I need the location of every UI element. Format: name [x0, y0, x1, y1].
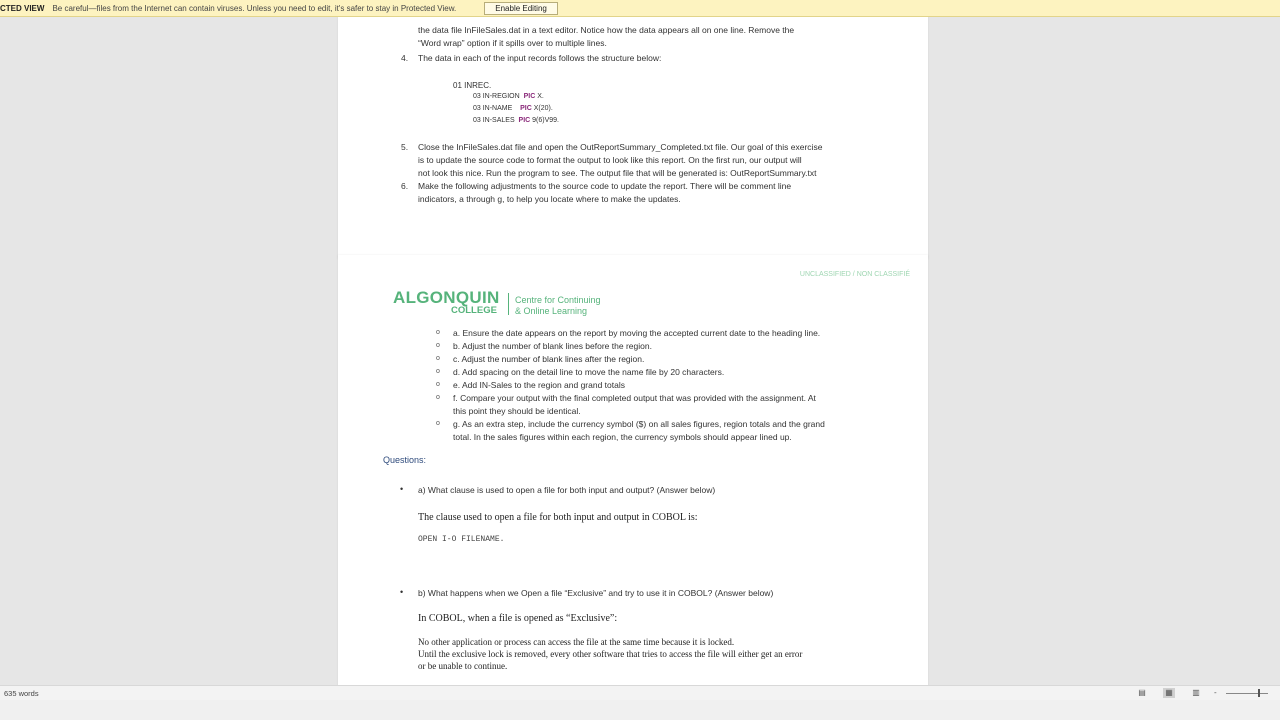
zoom-slider-thumb[interactable] [1258, 689, 1260, 697]
answer-a-code: OPEN I-O FILENAME. [418, 535, 505, 544]
answer-a: The clause used to open a file for both input and output in COBOL is: [418, 512, 698, 523]
word-count[interactable]: 635 words [4, 689, 39, 698]
code-pic-keyword: PIC [520, 105, 532, 112]
logo-subtitle-2: & Online Learning [515, 306, 588, 316]
item-4-number: 4. [401, 53, 409, 63]
list-bullet: o [436, 329, 440, 336]
question-a: a) What clause is used to open a file for both input and output? (Answer below) [418, 485, 716, 495]
item-5-line-1: Close the InFileSales.dat file and open the OutReportSummary_Completed.txt file. Our goal of this exercise [418, 142, 823, 152]
answer-b-line-3: Until the exclusive lock is removed, every other software that tries to access the file will either get an error [418, 649, 803, 659]
list-bullet: o [436, 355, 440, 362]
print-layout-icon[interactable]: ▦ [1163, 688, 1175, 698]
code-pic-value: 9(6)V99. [532, 117, 560, 124]
list-item: c. Adjust the number of blank lines after the region. [453, 354, 645, 364]
list-item: g. As an extra step, include the currency symbol ($) on all sales figures, region totals and the grand [453, 419, 825, 429]
code-line-region [473, 93, 544, 100]
list-item-continuation: total. In the sales figures within each region, the currency symbols should appear lined up. [453, 432, 792, 442]
bottom-strip [0, 700, 1280, 720]
item-6-line-1: Make the following adjustments to the source code to update the report. There will be comment line [418, 181, 792, 191]
item-6-number: 6. [401, 181, 409, 191]
item-6-line-2: indicators, a through g, to help you locate where to make the updates. [418, 194, 681, 204]
logo-wordmark: ALGONQUIN [393, 288, 500, 307]
code-field-name: 03 IN-SALES [473, 117, 515, 124]
list-item: d. Add spacing on the detail line to move the name file by 20 characters. [453, 367, 725, 377]
list-bullet: o [436, 420, 440, 427]
protected-view-message: Be careful—files from the Internet can contain viruses. Unless you need to edit, it's safer to stay in Protected View. [52, 3, 457, 13]
list-item-continuation: this point they should be identical. [453, 406, 581, 416]
list-item: a. Ensure the date appears on the report by moving the accepted current date to the heading line. [453, 328, 821, 338]
list-item: b. Adjust the number of blank lines before the region. [453, 341, 652, 351]
questions-heading: Questions: [383, 455, 427, 465]
protected-view-title: CTED VIEW [0, 3, 45, 13]
code-pic-value: X. [537, 93, 544, 100]
question-bullet: • [400, 484, 404, 494]
document-area[interactable] [0, 17, 1280, 685]
code-line-name [473, 105, 553, 112]
item-5-line-3: not look this nice. Run the program to see. The output file that will be generated is: OutReportSummary.txt [418, 168, 817, 178]
list-item: e. Add IN-Sales to the region and grand totals [453, 380, 626, 390]
code-pic-keyword: PIC [523, 93, 536, 100]
code-field-name: 03 IN-REGION [473, 93, 520, 100]
list-bullet: o [436, 368, 440, 375]
list-bullet: o [436, 342, 440, 349]
read-mode-icon[interactable]: ▤ [1138, 688, 1146, 697]
code-pic-keyword: PIC [518, 117, 531, 124]
zoom-out-button[interactable]: - [1214, 688, 1217, 697]
status-bar [0, 685, 1280, 700]
list-bullet: o [436, 381, 440, 388]
enable-editing-button[interactable]: Enable Editing [484, 2, 558, 15]
question-bullet: • [400, 587, 404, 597]
protected-view-bar [0, 0, 1280, 17]
code-pic-value: X(20). [533, 105, 553, 112]
web-layout-icon[interactable]: ▥ [1192, 688, 1200, 697]
question-b: b) What happens when we Open a file “Exclusive” and try to use it in COBOL? (Answer below) [418, 588, 774, 598]
answer-b-line-4: or be unable to continue. [418, 661, 508, 671]
code-field-name: 03 IN-NAME [473, 105, 513, 112]
code-line-inrec: 01 INREC. [453, 81, 492, 90]
answer-b-line-1: In COBOL, when a file is opened as “Exclusive”: [418, 613, 618, 624]
item-5-number: 5. [401, 142, 409, 152]
classification-label: UNCLASSIFIED / NON CLASSIFIÉ [799, 271, 910, 278]
partial-line-a: the data file InFileSales.dat in a text editor. Notice how the data appears all on one line. Remove the [418, 25, 795, 35]
zoom-slider[interactable] [1226, 693, 1268, 694]
code-line-sales [473, 117, 559, 124]
item-5-line-2: is to update the source code to format the output to look like this report. On the first run, our output will [418, 155, 802, 165]
item-4-text: The data in each of the input records follows the structure below: [418, 53, 662, 63]
list-bullet: o [436, 394, 440, 401]
document-page-1 [338, 17, 928, 259]
logo-divider [508, 293, 509, 315]
logo-college: COLLEGE [451, 305, 497, 316]
logo-subtitle-1: Centre for Continuing [515, 295, 601, 305]
answer-b-line-2: No other application or process can access the file at the same time because it is locked. [418, 637, 735, 647]
partial-line-b: “Word wrap” option if it spills over to multiple lines. [418, 38, 607, 48]
list-item: f. Compare your output with the final completed output that was provided with the assignment. At [453, 393, 816, 403]
document-page-2 [338, 255, 928, 685]
